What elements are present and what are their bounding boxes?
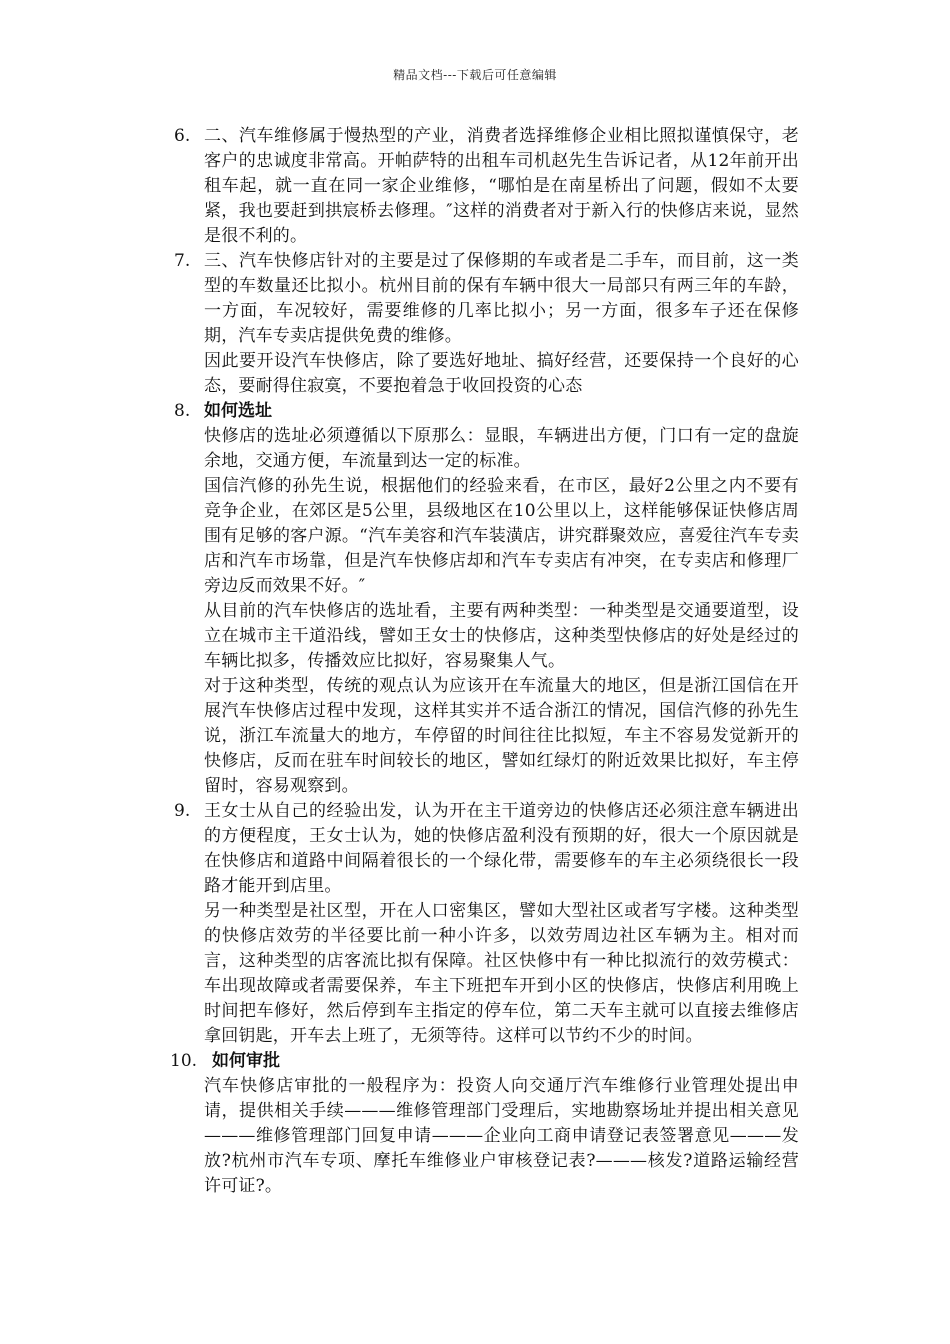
section-heading: 如何选址 <box>204 401 272 421</box>
list-item-8 <box>174 399 799 799</box>
list-number: 9. <box>174 801 191 821</box>
list-item-9 <box>174 799 799 1049</box>
page-header: 精品文档---下载后可任意编辑 <box>393 68 557 82</box>
paragraph: 汽车快修店审批的一般程序为：投资人向交通厅汽车维修行业管理处提出申请，提供相关手续———维修管理部门受理后，实地勘察场址并提出相关意见———维修管理部门回复申请———企业向工商申请登记表签署意见———发放?杭州市汽车专项、摩托车维修业户审核登记表?———核发?道路运输经营许可证?。 <box>204 1076 799 1196</box>
list-item-6 <box>174 124 799 249</box>
paragraph: 对于这种类型，传统的观点认为应该开在车流量大的地区，但是浙江国信在开展汽车快修店过程中发现，这样其实并不适合浙江的情况，国信汽修的孙先生说，浙江车流量大的地方，车停留的时间往往比拟短，车主不容易发觉新开的快修店，反而在驻车时间较长的地区，譬如红绿灯的附近效果比拟好，车主停留时，容易观察到。 <box>204 676 799 796</box>
paragraph: 另一种类型是社区型，开在人口密集区，譬如大型社区或者写字楼。这种类型的快修店效劳的半径要比前一种小许多，以效劳周边社区车辆为主。相对而言，这种类型的店客流比拟有保障。社区快修中有一种比拟流行的效劳模式：车出现故障或者需要保养，车主下班把车开到小区的快修店，快修店利用晚上时间把车修好，然后停到车主指定的停车位，第二天车主就可以直接去维修店拿回钥匙，开车去上班了，无须等待。这样可以节约不少的时间。 <box>204 901 799 1046</box>
section-heading: 如何审批 <box>212 1051 280 1071</box>
paragraph: 因此要开设汽车快修店，除了要选好地址、搞好经营，还要保持一个良好的心态，要耐得住寂寞，不要抱着急于收回投资的心态 <box>204 351 799 396</box>
paragraph: 国信汽修的孙先生说，根据他们的经验来看，在市区，最好2公里之内不要有竞争企业，在郊区是5公里，县级地区在10公里以上，这样能够保证快修店周围有足够的客户源。“汽车美容和汽车装潢店，讲究群聚效应，喜爱往汽车专卖店和汽车市场靠，但是汽车快修店却和汽车专卖店有冲突，在专卖店和修理厂旁边反而效果不好。″ <box>204 476 799 596</box>
list-number: 8. <box>174 401 191 421</box>
paragraph: 三、汽车快修店针对的主要是过了保修期的车或者是二手车，而目前，这一类型的车数量还比拟小。杭州目前的保有车辆中很大一局部只有两三年的车龄，一方面，车况较好，需要维修的几率比拟小；另一方面，很多车子还在保修期，汽车专卖店提供免费的维修。 <box>204 251 799 346</box>
list-number: 10. <box>170 1051 198 1071</box>
paragraph: 二、汽车维修属于慢热型的产业，消费者选择维修企业相比照拟谨慎保守，老客户的忠诚度非常高。开帕萨特的出租车司机赵先生告诉记者，从12年前开出租车起，就一直在同一家企业维修，“哪怕是在南星桥出了问题，假如不太要紧，我也要赶到拱宸桥去修理。″这样的消费者对于新入行的快修店来说，显然是很不利的。 <box>204 126 799 246</box>
list-item-10 <box>170 1049 799 1199</box>
list-item-7 <box>174 249 799 399</box>
document-body <box>170 124 799 1199</box>
list-number: 6. <box>174 126 191 146</box>
paragraph: 王女士从自己的经验出发，认为开在主干道旁边的快修店还必须注意车辆进出的方便程度，王女士认为，她的快修店盈利没有预期的好，很大一个原因就是在快修店和道路中间隔着很长的一个绿化带，需要修车的车主必须绕很长一段路才能开到店里。 <box>204 801 799 896</box>
paragraph: 快修店的选址必须遵循以下原那么：显眼，车辆进出方便，门口有一定的盘旋余地，交通方便，车流量到达一定的标准。 <box>204 426 799 471</box>
list-number: 7. <box>174 251 191 271</box>
paragraph: 从目前的汽车快修店的选址看，主要有两种类型：一种类型是交通要道型，设立在城市主干道沿线，譬如王女士的快修店，这种类型快修店的好处是经过的车辆比拟多，传播效应比拟好，容易聚集人气。 <box>204 601 799 671</box>
